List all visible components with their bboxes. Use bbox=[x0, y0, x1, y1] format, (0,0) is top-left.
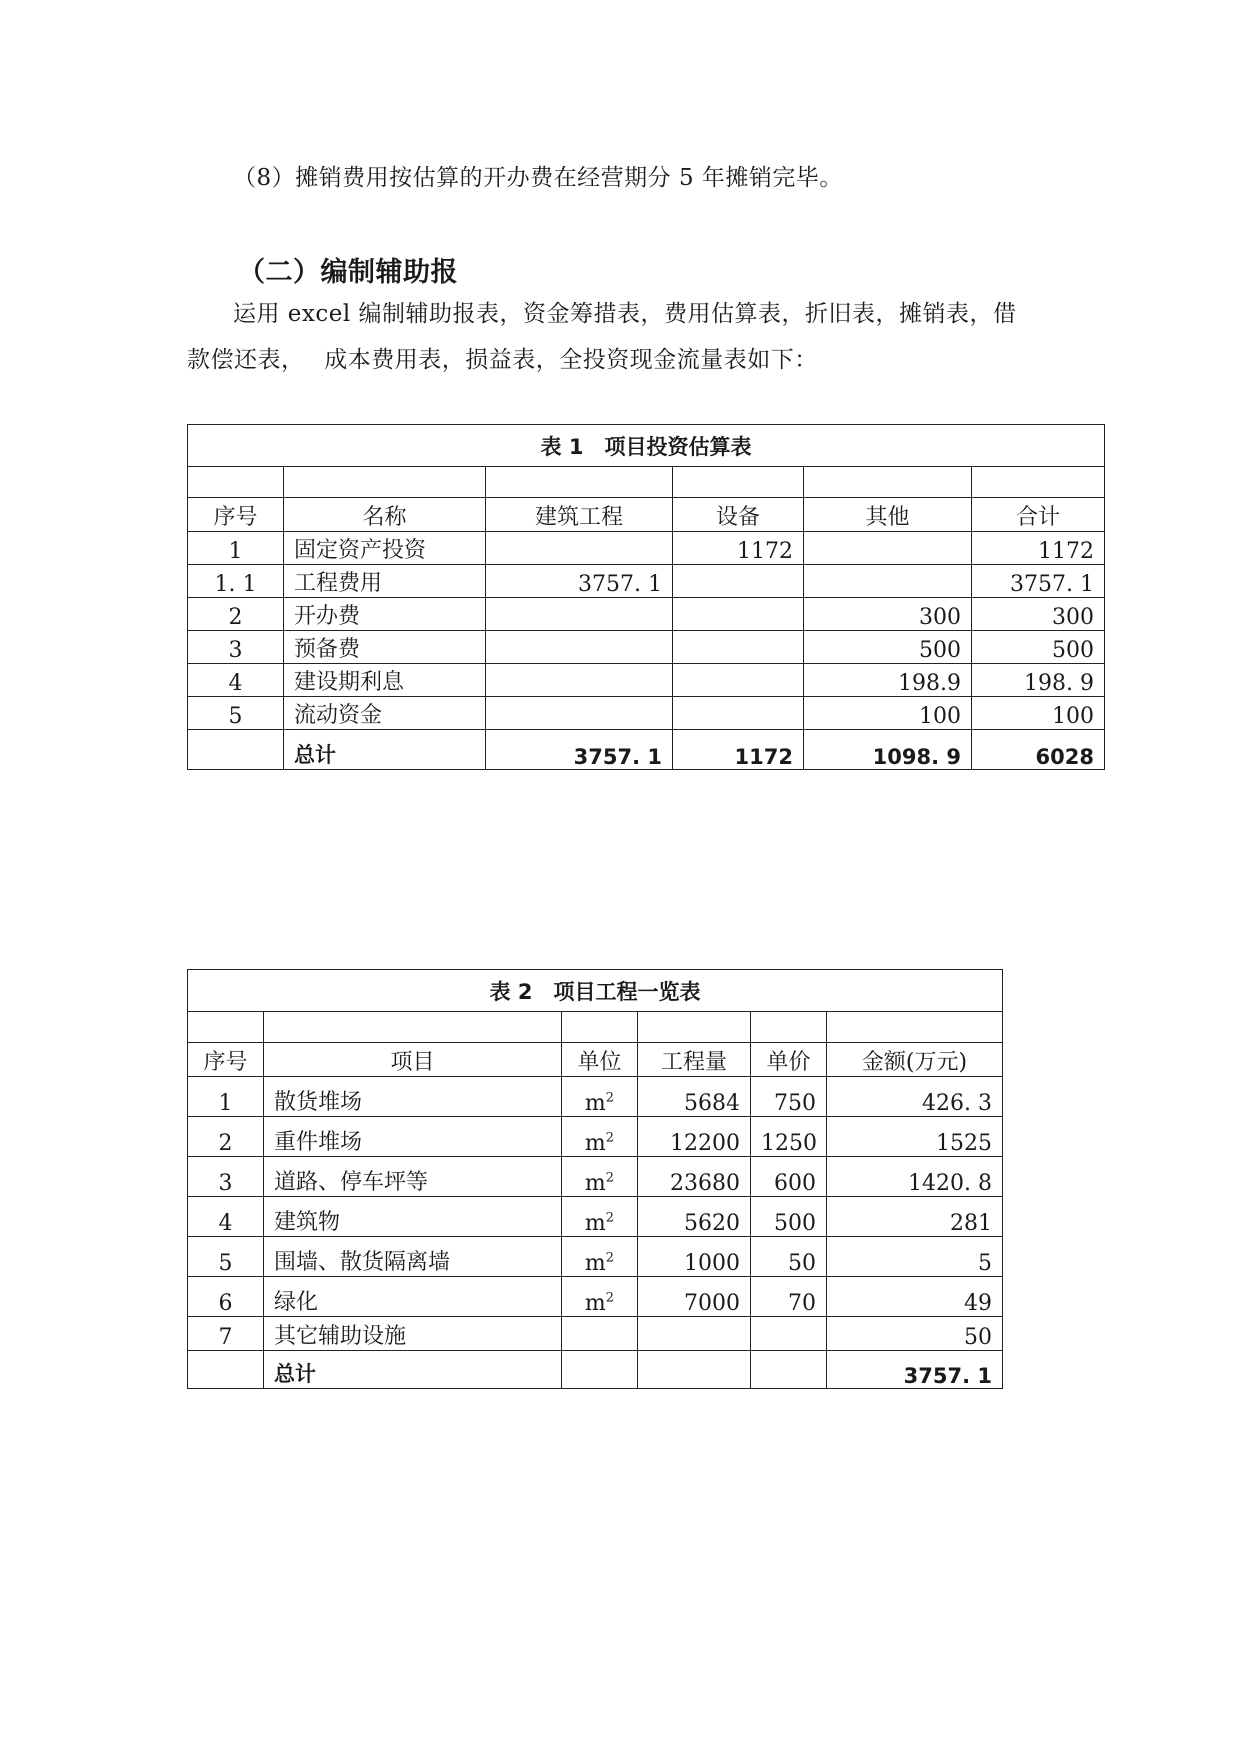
table1-cell-no: 2 bbox=[188, 598, 284, 631]
table2-total-price bbox=[751, 1351, 827, 1389]
table1-cell-other: 300 bbox=[804, 598, 972, 631]
table1-cell-other: 500 bbox=[804, 631, 972, 664]
table2-cell-qty: 7000 bbox=[638, 1277, 751, 1317]
table1-header-no: 序号 bbox=[188, 498, 284, 532]
table2-cell-amount: 1525 bbox=[827, 1117, 1003, 1157]
table1-header-building: 建筑工程 bbox=[486, 498, 673, 532]
table2-cell-no: 1 bbox=[188, 1077, 264, 1117]
table1-cell-name: 建设期利息 bbox=[284, 664, 486, 697]
table1-cell-name: 开办费 bbox=[284, 598, 486, 631]
unit-exponent: 2 bbox=[605, 1170, 615, 1186]
table2-header-row bbox=[188, 1043, 1003, 1077]
table2-cell-price: 750 bbox=[751, 1077, 827, 1117]
table1-cell-equipment bbox=[673, 697, 804, 730]
investment-estimate-table bbox=[187, 424, 1105, 770]
table1-cell-no: 4 bbox=[188, 664, 284, 697]
table2-cell-price: 600 bbox=[751, 1157, 827, 1197]
table2-cell-price: 1250 bbox=[751, 1117, 827, 1157]
table1-cell-total: 3757. 1 bbox=[972, 565, 1105, 598]
unit-base: m bbox=[584, 1131, 606, 1156]
table2-header-unit: 单位 bbox=[562, 1043, 638, 1077]
table1-cell-building: 3757. 1 bbox=[486, 565, 673, 598]
unit-exponent: 2 bbox=[605, 1130, 615, 1146]
table1-title: 表 1 项目投资估算表 bbox=[188, 425, 1105, 467]
table1-blank-cell bbox=[284, 467, 486, 498]
table2-cell-amount: 281 bbox=[827, 1197, 1003, 1237]
table2-cell-qty: 5620 bbox=[638, 1197, 751, 1237]
table-row bbox=[188, 1197, 1003, 1237]
table2-cell-item: 散货堆场 bbox=[264, 1077, 562, 1117]
table1-cell-building bbox=[486, 598, 673, 631]
table2-cell-item: 道路、停车坪等 bbox=[264, 1157, 562, 1197]
table2-header-price: 单价 bbox=[751, 1043, 827, 1077]
table1-cell-building bbox=[486, 631, 673, 664]
table-row bbox=[188, 664, 1105, 697]
table1-cell-total: 100 bbox=[972, 697, 1105, 730]
table1-cell-other: 100 bbox=[804, 697, 972, 730]
table-row bbox=[188, 1317, 1003, 1351]
table1-blank-cell bbox=[188, 467, 284, 498]
table2-cell-unit bbox=[562, 1237, 638, 1277]
table1-blank-cell bbox=[972, 467, 1105, 498]
unit-exponent: 2 bbox=[605, 1290, 615, 1306]
table2-blank-cell bbox=[562, 1012, 638, 1043]
table2-cell-item: 绿化 bbox=[264, 1277, 562, 1317]
table2-cell-no: 3 bbox=[188, 1157, 264, 1197]
table1-cell-equipment bbox=[673, 565, 804, 598]
table1-header-equipment: 设备 bbox=[673, 498, 804, 532]
table-row bbox=[188, 631, 1105, 664]
table1-cell-equipment bbox=[673, 598, 804, 631]
table1-cell-equipment bbox=[673, 631, 804, 664]
table1-cell-building bbox=[486, 697, 673, 730]
table1-cell-other bbox=[804, 565, 972, 598]
table2-total-row bbox=[188, 1351, 1003, 1389]
table1-cell-no: 3 bbox=[188, 631, 284, 664]
table1-blank-cell bbox=[673, 467, 804, 498]
table2-cell-no: 5 bbox=[188, 1237, 264, 1277]
table2-cell-unit bbox=[562, 1077, 638, 1117]
table-row bbox=[188, 1277, 1003, 1317]
unit-base: m bbox=[584, 1091, 606, 1116]
unit-base: m bbox=[584, 1251, 606, 1276]
table-row bbox=[188, 598, 1105, 631]
table1-cell-equipment: 1172 bbox=[673, 532, 804, 565]
table1-cell-other bbox=[804, 532, 972, 565]
table2-cell-unit bbox=[562, 1317, 638, 1351]
table2-total-unit bbox=[562, 1351, 638, 1389]
table2-header-qty: 工程量 bbox=[638, 1043, 751, 1077]
table1-cell-name: 预备费 bbox=[284, 631, 486, 664]
table2-cell-amount: 49 bbox=[827, 1277, 1003, 1317]
table2-blank-cell bbox=[264, 1012, 562, 1043]
table2-cell-amount: 50 bbox=[827, 1317, 1003, 1351]
table2-total-no bbox=[188, 1351, 264, 1389]
paragraph-amortization bbox=[187, 155, 1067, 201]
table2-header-amount: 金额(万元) bbox=[827, 1043, 1003, 1077]
unit-base: m bbox=[584, 1171, 606, 1196]
table2-cell-unit bbox=[562, 1277, 638, 1317]
table2-cell-no: 4 bbox=[188, 1197, 264, 1237]
table2-total-qty bbox=[638, 1351, 751, 1389]
table1-cell-equipment bbox=[673, 664, 804, 697]
table1-cell-name: 固定资产投资 bbox=[284, 532, 486, 565]
table1-cell-total: 198. 9 bbox=[972, 664, 1105, 697]
table2-cell-price bbox=[751, 1317, 827, 1351]
table2-cell-unit bbox=[562, 1157, 638, 1197]
table1-cell-name: 流动资金 bbox=[284, 697, 486, 730]
table2-cell-price: 500 bbox=[751, 1197, 827, 1237]
table1-cell-name: 工程费用 bbox=[284, 565, 486, 598]
unit-base: m bbox=[584, 1291, 606, 1316]
table1-cell-other: 198.9 bbox=[804, 664, 972, 697]
table2-cell-unit bbox=[562, 1117, 638, 1157]
table1-cell-total: 300 bbox=[972, 598, 1105, 631]
table2-cell-no: 6 bbox=[188, 1277, 264, 1317]
section-heading: （二）编制辅助报 bbox=[238, 257, 458, 288]
table-row bbox=[188, 1077, 1003, 1117]
table1-total-no bbox=[188, 730, 284, 770]
table-row bbox=[188, 1117, 1003, 1157]
table2-blank-cell bbox=[751, 1012, 827, 1043]
table2-cell-qty: 1000 bbox=[638, 1237, 751, 1277]
table1-header-row bbox=[188, 498, 1105, 532]
table1-cell-no: 5 bbox=[188, 697, 284, 730]
table2-header-no: 序号 bbox=[188, 1043, 264, 1077]
table1-total-label: 总计 bbox=[284, 730, 486, 770]
table1-total-row bbox=[188, 730, 1105, 770]
table1-cell-building bbox=[486, 664, 673, 697]
table2-blank-cell bbox=[188, 1012, 264, 1043]
table-row bbox=[188, 1237, 1003, 1277]
unit-exponent: 2 bbox=[605, 1090, 615, 1106]
table2-cell-no: 2 bbox=[188, 1117, 264, 1157]
table2-cell-item: 其它辅助设施 bbox=[264, 1317, 562, 1351]
table-row bbox=[188, 565, 1105, 598]
table2-blank-cell bbox=[827, 1012, 1003, 1043]
table2-total-amount: 3757. 1 bbox=[827, 1351, 1003, 1389]
table-row bbox=[188, 697, 1105, 730]
table2-cell-price: 50 bbox=[751, 1237, 827, 1277]
table2-cell-unit bbox=[562, 1197, 638, 1237]
table1-blank-cell bbox=[486, 467, 673, 498]
table2-total-label: 总计 bbox=[264, 1351, 562, 1389]
paragraph-intro-line-2: 款偿还表， 成本费用表，损益表，全投资现金流量表如下： bbox=[187, 347, 818, 373]
table2-cell-qty: 5684 bbox=[638, 1077, 751, 1117]
table1-total-other: 1098. 9 bbox=[804, 730, 972, 770]
table2-title: 表 2 项目工程一览表 bbox=[188, 970, 1003, 1012]
table1-cell-total: 1172 bbox=[972, 532, 1105, 565]
table1-header-name: 名称 bbox=[284, 498, 486, 532]
table1-header-other: 其他 bbox=[804, 498, 972, 532]
table2-cell-qty: 12200 bbox=[638, 1117, 751, 1157]
table2-cell-amount: 1420. 8 bbox=[827, 1157, 1003, 1197]
table1-cell-total: 500 bbox=[972, 631, 1105, 664]
table2-header-item: 项目 bbox=[264, 1043, 562, 1077]
unit-base: m bbox=[584, 1211, 606, 1236]
table2-cell-item: 重件堆场 bbox=[264, 1117, 562, 1157]
table2-cell-qty bbox=[638, 1317, 751, 1351]
table1-total-equipment: 1172 bbox=[673, 730, 804, 770]
table-row bbox=[188, 532, 1105, 565]
unit-exponent: 2 bbox=[605, 1250, 615, 1266]
table1-header-total: 合计 bbox=[972, 498, 1105, 532]
table2-cell-item: 围墙、散货隔离墙 bbox=[264, 1237, 562, 1277]
table1-cell-no: 1. 1 bbox=[188, 565, 284, 598]
table2-cell-amount: 5 bbox=[827, 1237, 1003, 1277]
table1-total-total: 6028 bbox=[972, 730, 1105, 770]
table2-cell-item: 建筑物 bbox=[264, 1197, 562, 1237]
table1-total-building: 3757. 1 bbox=[486, 730, 673, 770]
table1-cell-building bbox=[486, 532, 673, 565]
paragraph-amortization-text: （8）摊销费用按估算的开办费在经营期分 5 年摊销完毕。 bbox=[233, 165, 843, 191]
table2-cell-price: 70 bbox=[751, 1277, 827, 1317]
unit-exponent: 2 bbox=[605, 1210, 615, 1226]
table2-cell-no: 7 bbox=[188, 1317, 264, 1351]
table-row bbox=[188, 1157, 1003, 1197]
table2-cell-qty: 23680 bbox=[638, 1157, 751, 1197]
table1-blank-cell bbox=[804, 467, 972, 498]
table1-cell-no: 1 bbox=[188, 532, 284, 565]
paragraph-intro bbox=[187, 291, 1067, 383]
table2-blank-cell bbox=[638, 1012, 751, 1043]
table2-cell-amount: 426. 3 bbox=[827, 1077, 1003, 1117]
project-works-table bbox=[187, 969, 1003, 1389]
paragraph-intro-line-1: 运用 excel 编制辅助报表，资金筹措表，费用估算表，折旧表，摊销表，借 bbox=[233, 301, 1017, 327]
